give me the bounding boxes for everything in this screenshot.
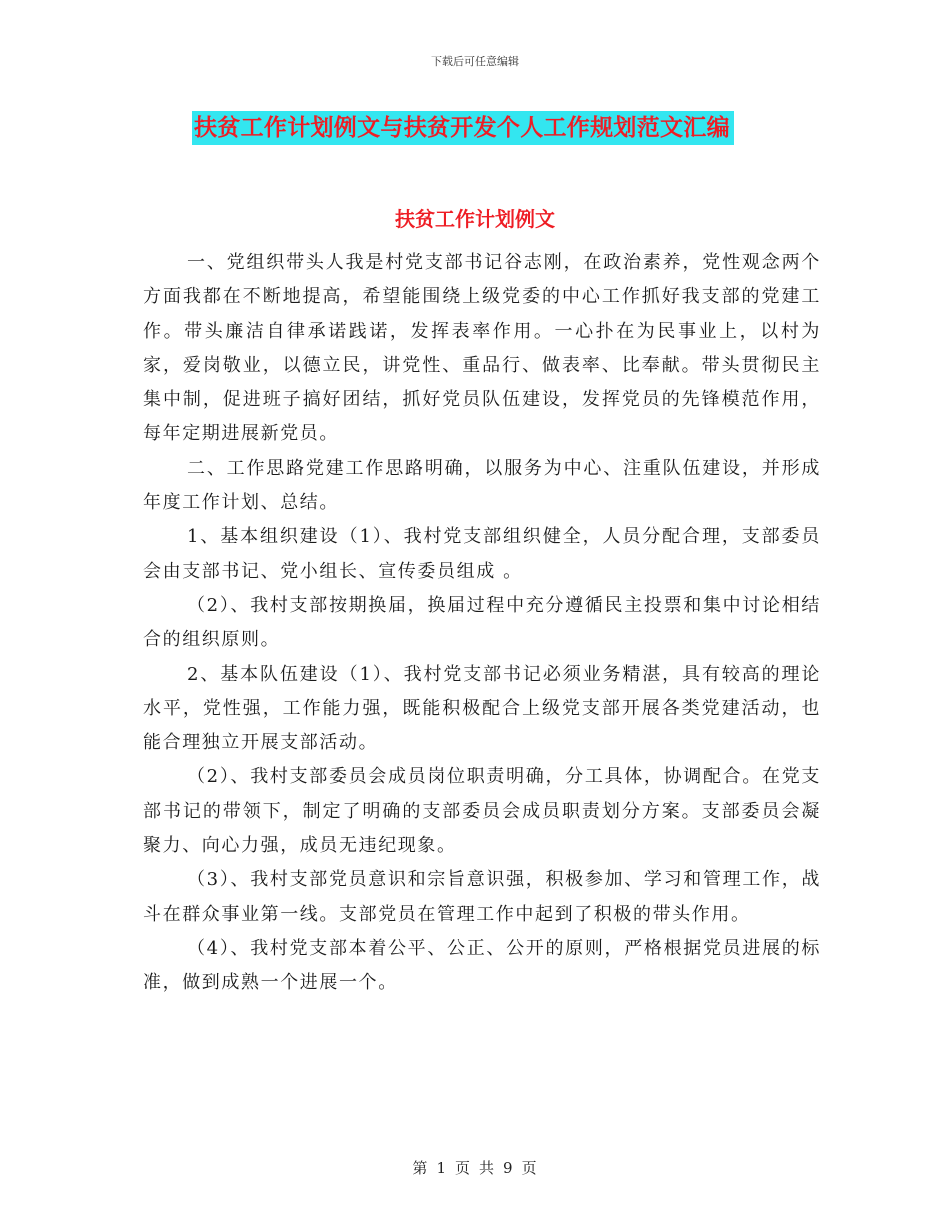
current-page-number: 1 xyxy=(436,1159,447,1177)
section-title: 扶贫工作计划例文 xyxy=(395,207,555,231)
paragraph: （2）、我村支部按期换届，换届过程中充分遵循民主投票和集中讨论相结合的组织原则。 xyxy=(143,594,821,651)
paragraph: 1、基本组织建设（1）、我村党支部组织健全，人员分配合理，支部委员会由支部书记、党小组长、宣传委员组成 。 xyxy=(143,526,821,582)
header-note: 下载后可任意编辑 xyxy=(431,55,519,68)
footer-page-unit: 页 xyxy=(454,1159,471,1177)
paragraph: （3）、我村支部党员意识和宗旨意识强，积极参加、学习和管理工作，战斗在群众事业第一线。支部党员在管理工作中起到了积极的带头作用。 xyxy=(143,869,821,925)
paragraph: 二、工作思路党建工作思路明确，以服务为中心、注重队伍建设，并形成年度工作计划、总结。 xyxy=(143,457,821,514)
document-title: 扶贫工作计划例文与扶贫开发个人工作规划范文汇编 xyxy=(194,115,730,141)
document-body xyxy=(143,246,821,1001)
paragraph: 2、基本队伍建设（1）、我村党支部书记必须业务精湛，具有较高的理论水平，党性强，工作能力强，既能积极配合上级党支部开展各类党建活动，也能合理独立开展支部活动。 xyxy=(143,663,821,754)
footer-prefix: 第 xyxy=(412,1159,429,1177)
footer-total-prefix: 共 xyxy=(479,1159,496,1177)
total-pages-number: 9 xyxy=(503,1159,514,1177)
paragraph: 一、党组织带头人我是村党支部书记谷志刚，在政治素养，党性观念两个方面我都在不断地提高，希望能围绕上级党委的中心工作抓好我支部的党建工作。带头廉洁自律承诺践诺，发挥表率作用。一心扑在为民事业上，以村为家，爱岗敬业，以德立民，讲党性、重品行、做表率、比奉献。带头贯彻民主集中制，促进班子搞好团结，抓好党员队伍建设，发挥党员的先锋模范作用，每年定期进展新党员。 xyxy=(143,252,821,445)
page-footer xyxy=(0,1157,950,1178)
paragraph: （2）、我村支部委员会成员岗位职责明确，分工具体，协调配合。在党支部书记的带领下，制定了明确的支部委员会成员职责划分方案。支部委员会凝聚力、向心力强，成员无违纪现象。 xyxy=(143,766,821,857)
footer-total-unit: 页 xyxy=(521,1159,538,1177)
paragraph: （4）、我村党支部本着公平、公正、公开的原则，严格根据党员进展的标准，做到成熟一个进展一个。 xyxy=(143,937,821,994)
document-title-highlight xyxy=(192,111,734,145)
